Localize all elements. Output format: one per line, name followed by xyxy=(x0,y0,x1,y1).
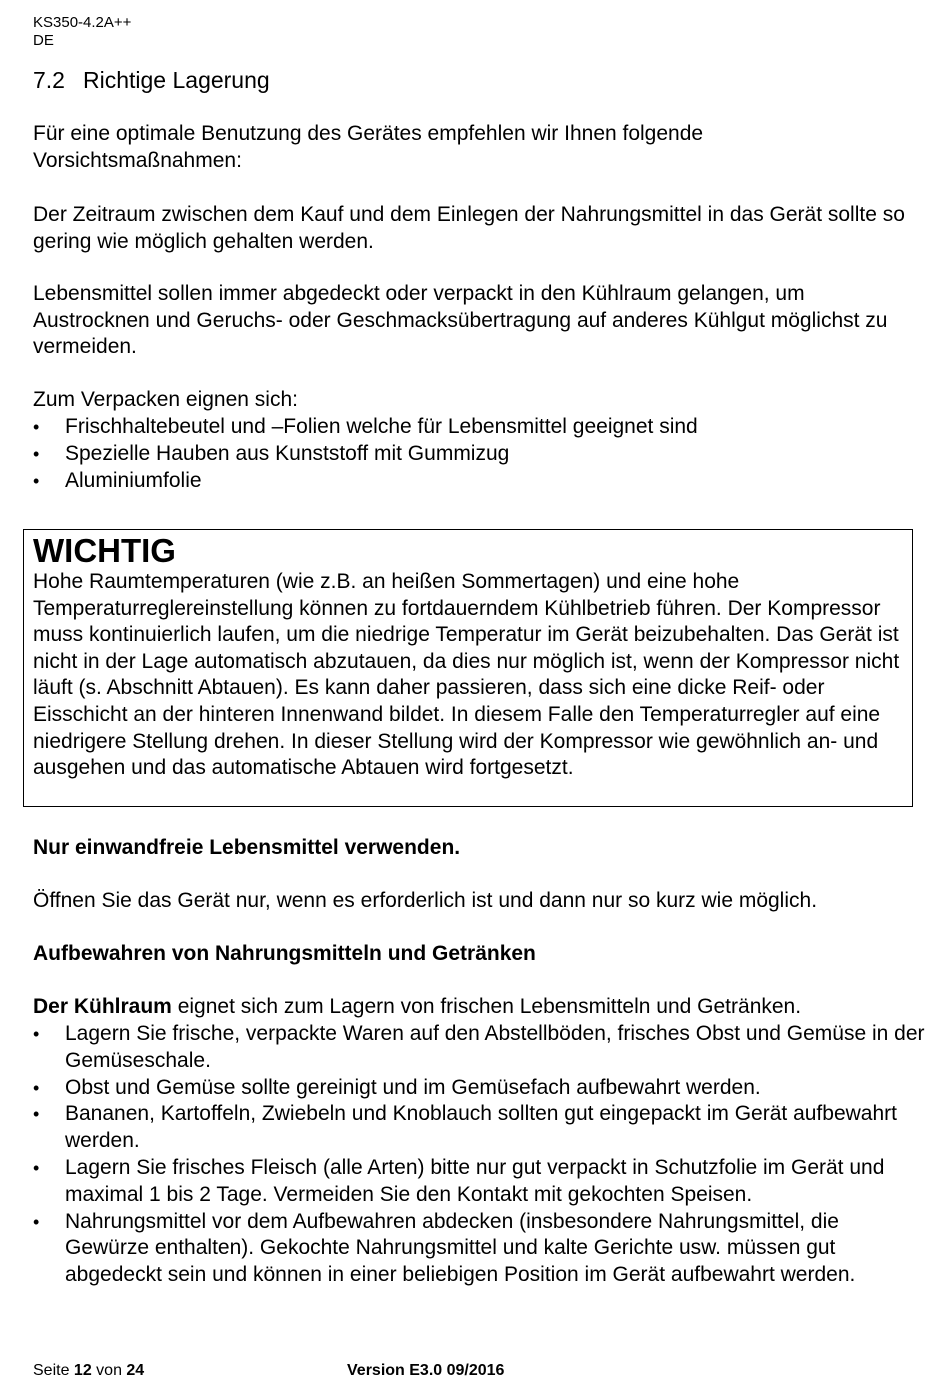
list-item: • Lagern Sie frische, verpackte Waren auf den Abstellböden, frisches Obst und Gemüse in der Gemüseschale. xyxy=(33,1021,925,1075)
open-door-note: Öffnen Sie das Gerät nur, wenn es erforderlich ist und dann nur so kurz wie möglich. xyxy=(33,889,818,912)
page-total: 24 xyxy=(126,1362,145,1379)
paragraph-purchase-time: Der Zeitraum zwischen dem Kauf und dem Einlegen der Nahrungsmittel in das Gerät sollte so gering wie möglich gehalten werden. xyxy=(33,203,905,253)
list-item: • Frischhaltebeutel und –Folien welche für Lebensmittel geeignet sind xyxy=(33,414,920,441)
fridge-lead xyxy=(33,994,930,1021)
list-item: • Lagern Sie frisches Fleisch (alle Arten) bitte nur gut verpackt in Schutzfolie im Gerät und maximal 1 bis 2 Tage. Vermeiden Sie den Kontakt mit gekochten Speisen. xyxy=(33,1155,925,1209)
fridge-lead-bold: Der Kühlraum xyxy=(33,995,172,1018)
storage-heading: Aufbewahren von Nahrungsmitteln und Getränken xyxy=(33,942,536,965)
doc-model: KS350-4.2A++ xyxy=(33,14,132,31)
page-number: Seite 12 von 24 xyxy=(33,1362,145,1379)
paragraph-cover-food: Lebensmittel sollen immer abgedeckt oder verpackt in den Kühlraum gelangen, um Austrocknen und Geruchs- oder Geschmacksübertragung auf anderes Kühlgut möglichst zu vermeiden. xyxy=(33,282,888,358)
version-label: Version E3.0 09/2016 xyxy=(347,1362,505,1379)
notice-title: WICHTIG xyxy=(33,532,176,569)
intro-paragraph: Für eine optimale Benutzung des Gerätes empfehlen wir Ihnen folgende Vorsichtsmaßnahmen: xyxy=(33,122,704,172)
list-item: • Obst und Gemüse sollte gereinigt und im Gemüsefach aufbewahrt werden. xyxy=(33,1075,925,1102)
bold-note: Nur einwandfreie Lebensmittel verwenden. xyxy=(33,836,461,859)
section-heading xyxy=(33,66,270,94)
packing-lead: Zum Verpacken eignen sich: xyxy=(33,388,298,411)
fridge-lead-rest: eignet sich zum Lagern von frischen Lebensmitteln und Getränken. xyxy=(171,995,802,1018)
fridge-list xyxy=(33,1021,925,1289)
section-number: 7.2 xyxy=(33,67,65,93)
notice-text: Hohe Raumtemperaturen (wie z.B. an heißen Sommertagen) und eine hohe Temperaturreglereinstellung können zu fortdauerndem Kühlbetrieb führen. Der Kompressor muss kontinuierlich laufen, um die niedrige Temperatur im Gerät beizubehalten. Das Gerät ist nicht in der Lage automatisch abzutauen, da dies nur möglich ist, wenn der Kompressor nicht läuft (s. Abschnitt Abtauen). Es kann daher passieren, dass sich eine dicke Reif- oder Eisschicht an der hinteren Innenwand bildet. In diesem Falle den Temperaturregler auf eine niedrigere Stellung drehen. In dieser Stellung wird der Kompressor wie gewöhnlich an- und ausgehen und das automatische Abtauen wird fortgesetzt. xyxy=(33,570,900,780)
list-item: • Spezielle Hauben aus Kunststoff mit Gummizug xyxy=(33,441,920,468)
important-notice-box xyxy=(23,529,913,807)
page-current: 12 xyxy=(73,1362,92,1379)
list-item: • Nahrungsmittel vor dem Aufbewahren abdecken (insbesondere Nahrungsmittel, die Gewürze enthalten). Gekochte Nahrungsmittel und kalte Gerichte usw. müssen gut abgedeckt sein und können in einer beliebigen Position im Gerät aufbewahrt werden. xyxy=(33,1209,925,1289)
list-item: • Bananen, Kartoffeln, Zwiebeln und Knoblauch sollten gut eingepackt im Gerät aufbewahrt werden. xyxy=(33,1101,925,1155)
doc-language: DE xyxy=(33,32,54,49)
section-title: Richtige Lagerung xyxy=(83,67,270,93)
packing-list xyxy=(33,414,920,494)
list-item: • Aluminiumfolie xyxy=(33,468,920,495)
